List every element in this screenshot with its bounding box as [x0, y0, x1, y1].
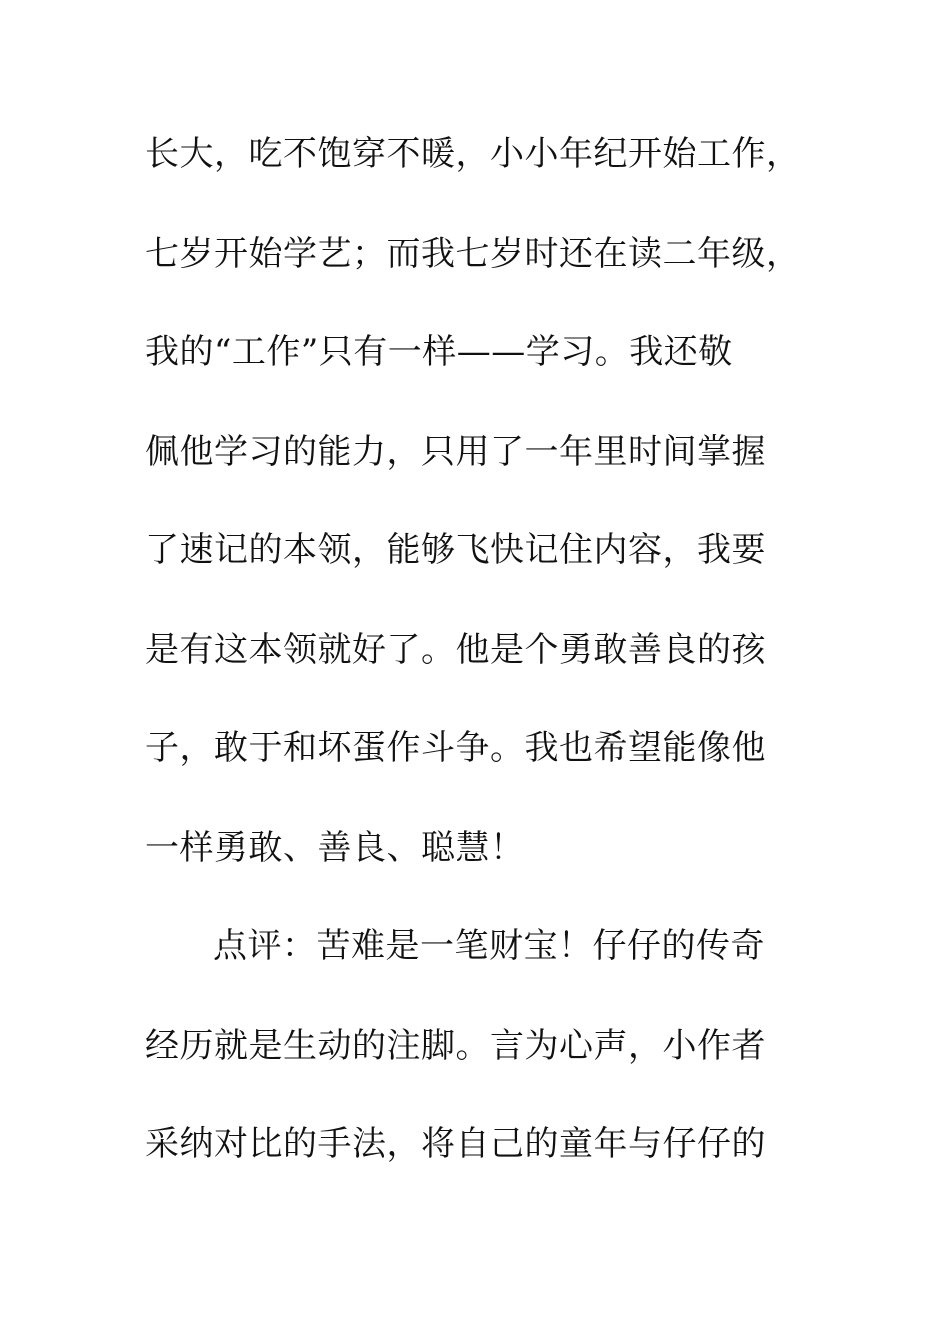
text-line: 了速记的本领，能够飞快记住内容，我要 — [145, 530, 766, 570]
text-line: 子，敢于和坏蛋作斗争。我也希望能像他 — [145, 728, 766, 768]
text-line: 我的“工作”只有一样——学习。我还敬 — [145, 332, 733, 372]
text-line: 经历就是生动的注脚。言为心声，小作者 — [145, 1026, 766, 1066]
text-line: 是有这本领就好了。他是个勇敢善良的孩 — [145, 630, 766, 670]
text-line: 佩他学习的能力，只用了一年里时间掌握 — [145, 432, 766, 472]
text-line: 采纳对比的手法，将自己的童年与仔仔的 — [145, 1124, 766, 1164]
text-line: 七岁开始学艺；而我七岁时还在读二年级， — [145, 234, 801, 274]
text-line: 长大，吃不饱穿不暖，小小年纪开始工作， — [145, 134, 801, 174]
comment-line: 点评：苦难是一笔财宝！仔仔的传奇 — [213, 926, 765, 966]
text-line: 一样勇敢、善良、聪慧！ — [145, 828, 525, 868]
